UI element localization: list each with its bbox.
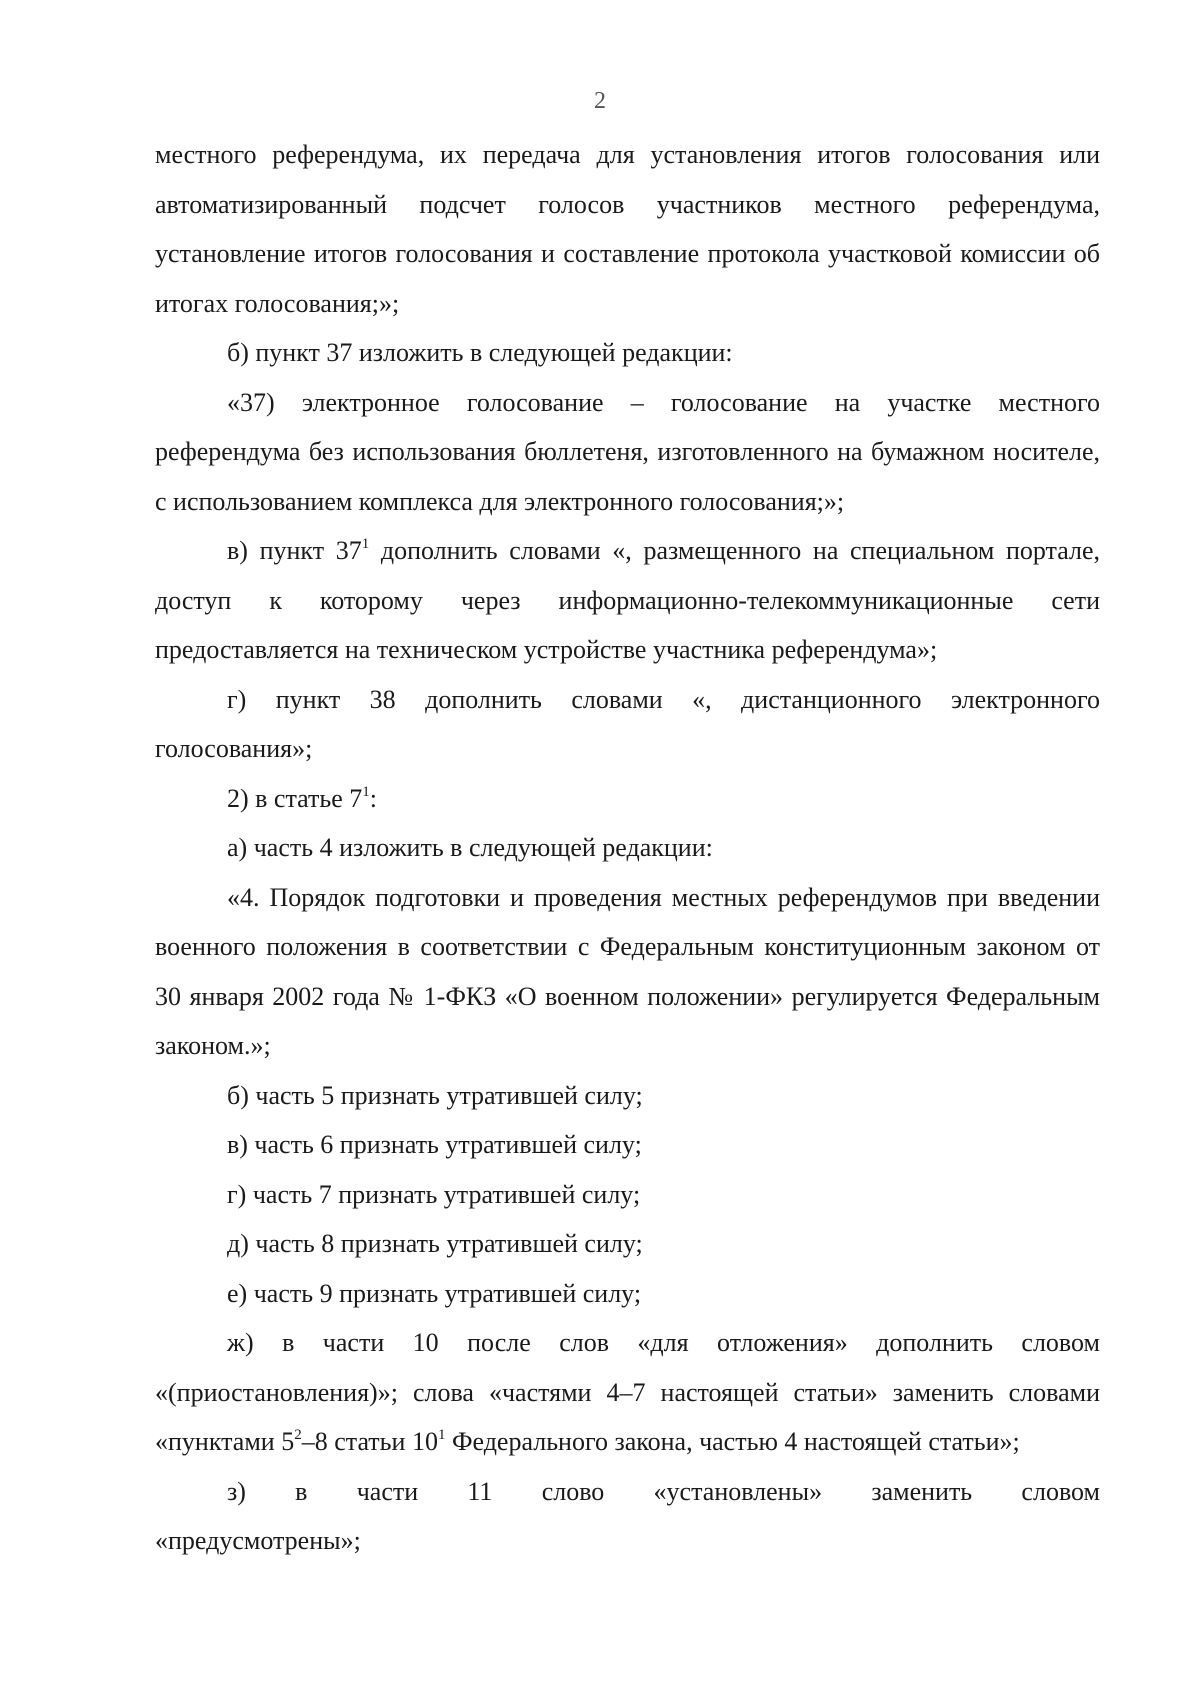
paragraph-text: 2) в статье 7 [227, 783, 363, 813]
paragraph-v-part-6: в) часть 6 признать утратившей силу; [227, 1130, 642, 1159]
paragraph-text: : [369, 783, 378, 813]
paragraph-g-point-38: г) пункт 38 дополнить словами «, дистанционного электронного голосования»; [155, 684, 1100, 763]
paragraph-continuation: местного референдума, их передача для установления итогов голосования или автоматизированный подсчет голосов участников местного референдума, установление итогов голосования и составление протокола участковой комиссии об итогах голосования;»; [155, 140, 1100, 318]
paragraph-text: ж) в части 10 после слов «для отложения» дополнить словом «(приостановления)»; слова «частями 4–7 настоящей статьи» заменить словами «пунктами 5 [155, 1328, 1100, 1456]
paragraph-b-part-5: б) часть 5 признать утратившей силу; [227, 1080, 643, 1110]
superscript: 2 [294, 1427, 302, 1443]
superscript: 1 [362, 783, 370, 800]
superscript: 1 [361, 536, 370, 552]
paragraph-d-part-8: д) часть 8 признать утратившей силу; [227, 1229, 643, 1258]
paragraph-v-point-37-1 [155, 526, 1100, 675]
paragraph-text: –8 статьи 10 [301, 1427, 438, 1456]
document-body [155, 130, 1100, 1566]
paragraph-a-part-4: а) часть 4 изложить в следующей редакции: [227, 833, 713, 862]
paragraph-g-part-7: г) часть 7 признать утратившей силу; [227, 1179, 641, 1209]
paragraph-z-part-11: з) в части 11 слово «установлены» заменить словом [227, 1476, 1100, 1506]
paragraph-text: дополнить словами «, размещенного на специальном портале, доступ к которому через информационно-телекоммуникационные сети предоставляется на техническом устройстве участника референдума»; [155, 536, 1100, 664]
paragraph-text: в) пункт 37 [227, 536, 362, 565]
paragraph-zh-part-10 [155, 1318, 1100, 1467]
paragraph-part-4-text: «4. Порядок подготовки и проведения местных референдумов при введении военного положения в соответствии с Федеральным конституционным законом от 30 января 2002 года № 1-ФКЗ «О военном положении» регулируется Федеральным законом.»; [155, 882, 1100, 1060]
paragraph-b-point-37: б) пункт 37 изложить в следующей редакции: [227, 338, 733, 367]
paragraph-text: Федерального закона, частью 4 настоящей статьи»; [445, 1427, 1020, 1456]
superscript: 1 [437, 1427, 446, 1443]
paragraph-e-part-9: е) часть 9 признать утратившей силу; [227, 1278, 642, 1308]
page-number: 2 [594, 88, 606, 114]
paragraph-z-part-11-end: «предусмотрены»; [155, 1526, 361, 1555]
paragraph-point-37-text: «37) электронное голосование – голосование на участке местного референдума без использования бюллетеня, изготовленного на бумажном носителе, с использованием комплекса для электронного голосования;»; [155, 387, 1100, 516]
paragraph-article-7-1 [155, 774, 1100, 824]
